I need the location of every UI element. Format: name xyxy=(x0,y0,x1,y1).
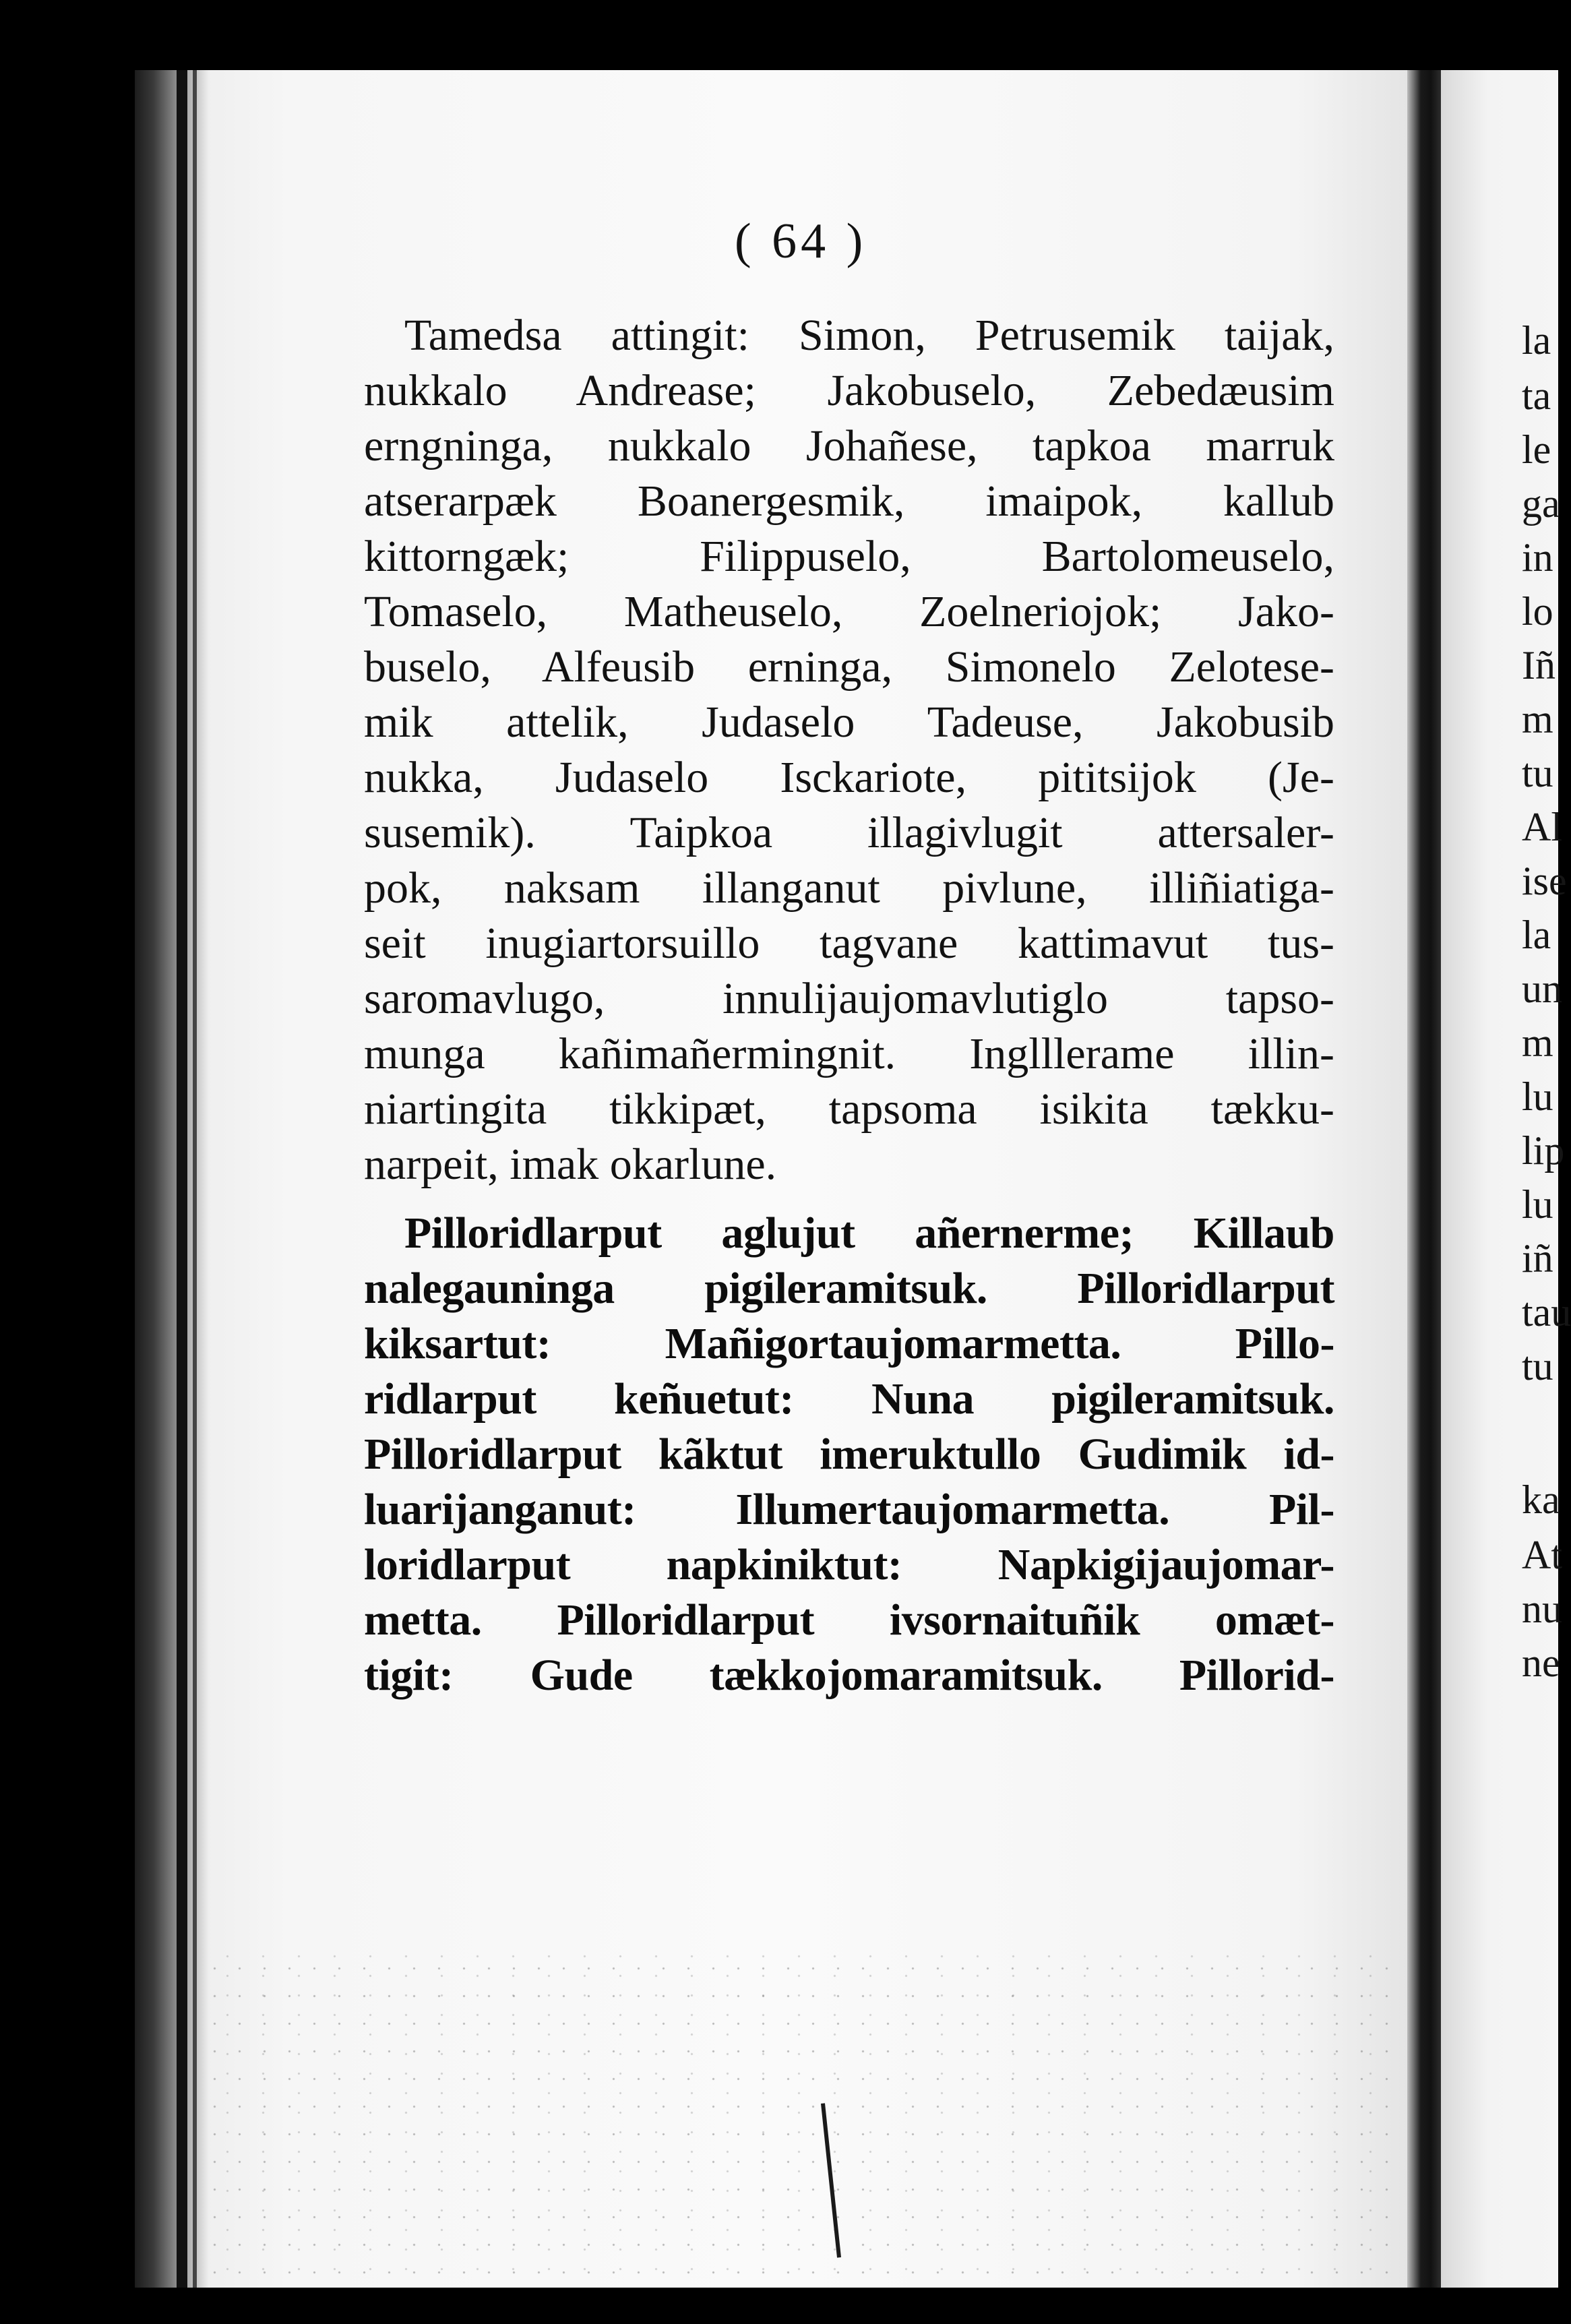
text-line: ridlarput keñuetut: Nuna pigileramitsuk. xyxy=(364,1374,1334,1424)
next-page-fragment: tu xyxy=(1522,1344,1553,1388)
text-line: erngninga, nukkalo Johañese, tapkoa marruk xyxy=(364,421,1334,470)
binding-edge-inner xyxy=(193,70,197,2288)
next-page-fragment: ka xyxy=(1522,1477,1560,1522)
text-line: Pilloridlarput aglujut añernerme; Killaub xyxy=(404,1209,1334,1258)
text-line: nukka, Judaselo Isckariote, pititsijok (Je- xyxy=(364,753,1334,802)
next-page-fragment: lip xyxy=(1522,1128,1565,1173)
next-page-fragment: Iñ xyxy=(1522,643,1555,687)
text-line: kittorngæk; Filippuselo, Bartolomeuselo, xyxy=(364,532,1334,581)
next-page-fragment: le xyxy=(1522,427,1551,472)
text-line: nalegauninga pigileramitsuk. Pilloridlarput xyxy=(364,1264,1334,1313)
next-page-fragment: m xyxy=(1522,697,1553,741)
text-line: atserarpæk Boanergesmik, imaipok, kallub xyxy=(364,477,1334,526)
text-line: Pilloridlarput kãktut imeruktullo Gudimik id- xyxy=(364,1430,1334,1479)
text-line: nukkalo Andrease; Jakobuselo, Zebedæusim xyxy=(364,366,1334,415)
binding-shadow xyxy=(135,70,209,2288)
next-page-fragment: la xyxy=(1522,913,1551,957)
text-line: mik attelik, Judaselo Tadeuse, Jakobusib xyxy=(364,698,1334,747)
text-line: saromavlugo, innulijaujomavlutiglo tapso- xyxy=(364,974,1334,1023)
text-line: seit inugiartorsuillo tagvane kattimavut tus- xyxy=(364,919,1334,968)
next-page-fragment: Al xyxy=(1522,805,1562,849)
next-page-fragment: ise xyxy=(1522,859,1567,903)
next-page-fragment: m xyxy=(1522,1020,1553,1065)
binding-edge xyxy=(177,70,187,2288)
next-page-fragment: ga xyxy=(1522,481,1560,526)
text-line: susemik). Taipkoa illagivlugit attersaler- xyxy=(364,808,1334,857)
text-line: pok, naksam illanganut pivlune, illiñiatiga- xyxy=(364,863,1334,913)
text-line: niartingita tikkipæt, tapsoma isikita tækku- xyxy=(364,1084,1334,1134)
text-line: luarijanganut: Illumertaujomarmetta. Pil- xyxy=(364,1485,1334,1534)
text-line: kiksartut: Mañigortaujomarmetta. Pillo- xyxy=(364,1319,1334,1368)
paper-speckle xyxy=(202,1955,1402,2278)
text-line: munga kañimañermingnit. Inglllerame illin- xyxy=(364,1029,1334,1078)
next-page-fragment: nu xyxy=(1522,1587,1562,1631)
next-page-fragment: in xyxy=(1522,535,1553,580)
next-page-fragment: tu xyxy=(1522,751,1553,795)
page-number: ( 64 ) xyxy=(735,214,867,269)
text-line: Tomaselo, Matheuselo, Zoelneriojok; Jako- xyxy=(364,587,1334,636)
next-page-fragment: tau xyxy=(1522,1290,1571,1335)
next-page-fragment: la xyxy=(1522,318,1551,363)
text-line: metta. Pilloridlarput ivsornaituñik omæt- xyxy=(364,1595,1334,1645)
next-page-fragment: lo xyxy=(1522,589,1553,634)
text-line: narpeit, imak okarlune. xyxy=(364,1140,777,1189)
next-page-fragment: iñ xyxy=(1522,1236,1553,1281)
text-line: Tamedsa attingit: Simon, Petrusemik taijak, xyxy=(404,311,1334,360)
page-gutter xyxy=(1407,70,1441,2288)
next-page-fragment: un xyxy=(1522,967,1562,1011)
text-line: tigit: Gude tækkojomaramitsuk. Pillorid- xyxy=(364,1651,1334,1700)
next-page-fragment: ta xyxy=(1522,373,1551,418)
next-page-fragment: lu xyxy=(1522,1074,1553,1119)
next-page-fragment: ne xyxy=(1522,1641,1560,1685)
next-page-fragment: At xyxy=(1522,1533,1562,1577)
next-page-fragment: lu xyxy=(1522,1182,1553,1227)
text-line: buselo, Alfeusib erninga, Simonelo Zelotese- xyxy=(364,642,1334,692)
text-line: loridlarput napkiniktut: Napkigijaujomar- xyxy=(364,1540,1334,1589)
